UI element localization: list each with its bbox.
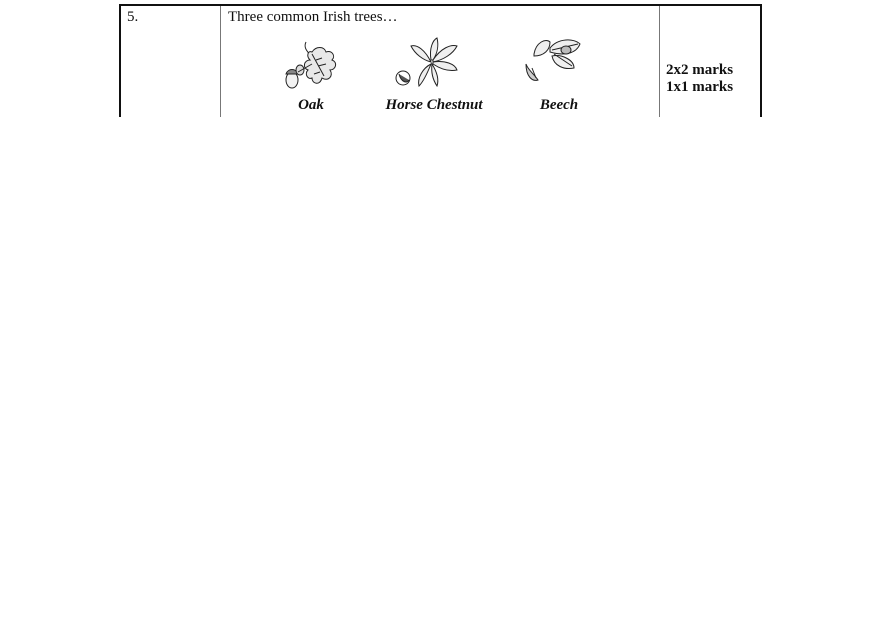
question-table bbox=[119, 4, 762, 117]
tree-name-oak: Oak bbox=[298, 97, 324, 113]
beech-leaf-nut-icon bbox=[504, 34, 614, 98]
question-number: 5. bbox=[127, 9, 139, 25]
question-body-cell bbox=[221, 6, 660, 117]
marks-line-2: 1x1 marks bbox=[666, 79, 734, 95]
tree-horse-chestnut bbox=[379, 34, 489, 116]
tree-oak bbox=[256, 34, 366, 116]
horse-chestnut-leaf-conker-icon bbox=[379, 34, 489, 98]
question-number-cell bbox=[121, 6, 221, 117]
tree-name-beech: Beech bbox=[539, 97, 579, 113]
question-text: Three common Irish trees… bbox=[228, 9, 398, 25]
marks-line-1: 2x2 marks bbox=[666, 62, 734, 78]
marks-cell bbox=[660, 6, 760, 117]
tree-name-horse-chestnut: Horse Chestnut bbox=[385, 97, 483, 113]
tree-beech bbox=[504, 34, 614, 116]
oak-leaf-acorn-icon bbox=[256, 34, 366, 98]
